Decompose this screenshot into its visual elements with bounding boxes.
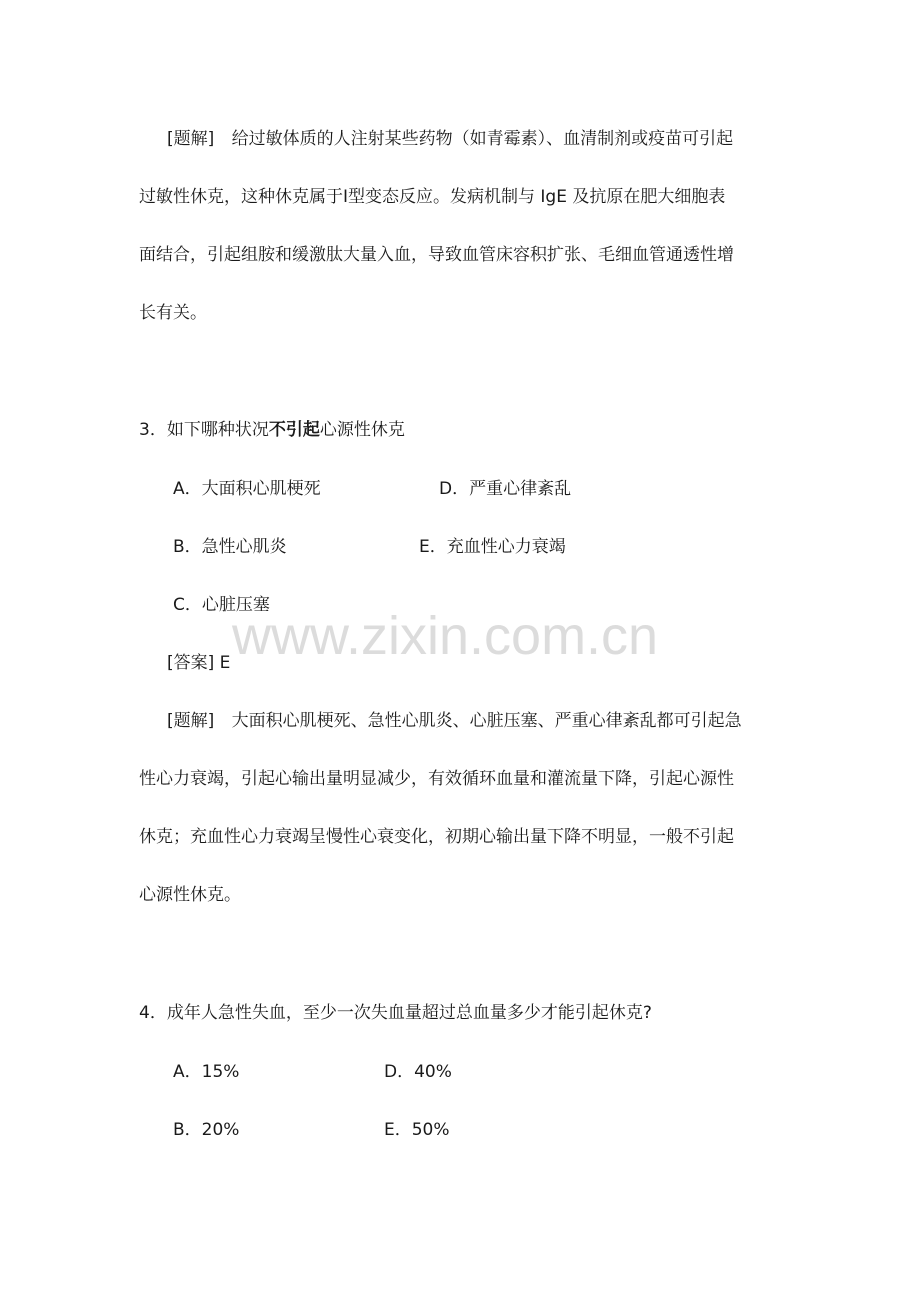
question3-explanation-line2: 性心力衰竭，引起心输出量明显减少，有效循环血量和灌流量下降，引起心源性: [139, 769, 734, 789]
question3-option-c: C．心脏压塞: [173, 595, 270, 615]
question4-option-d: D．40%: [384, 1062, 452, 1082]
question3-answer: [答案] E: [167, 653, 231, 673]
question3-suffix: 心源性休克: [319, 420, 405, 440]
explanation-text: 给过敏体质的人注射某些药物（如青霉素）、血清制剂或疫苗可引起: [231, 129, 734, 149]
watermark: www.zixin.com.cn: [232, 606, 659, 666]
question3-option-d: D．严重心律紊乱: [439, 479, 572, 499]
question3-prefix: 3．如下哪种状况: [139, 420, 269, 440]
explanation-text: 大面积心肌梗死、急性心肌炎、心脏压塞、严重心律紊乱都可引起急: [231, 711, 742, 731]
explanation-tag: [题解]: [167, 129, 215, 149]
question4-option-e: E．50%: [384, 1120, 450, 1140]
question3-stem: [139, 419, 405, 441]
question4-stem: 4．成年人急性失血，至少一次失血量超过总血量多少才能引起休克?: [139, 1003, 652, 1023]
explanation-prev-line4: 长有关。: [139, 303, 207, 323]
question3-explanation-line3: 休克；充血性心力衰竭呈慢性心衰变化，初期心输出量下降不明显，一般不引起: [139, 827, 734, 847]
explanation-prev-line1: [167, 128, 733, 150]
question3-option-e: E．充血性心力衰竭: [419, 537, 566, 557]
question4-option-b: B．20%: [173, 1120, 240, 1140]
question3-explanation-line1: [167, 710, 742, 732]
question3-option-a: A．大面积心肌梗死: [173, 479, 321, 499]
question3-explanation-line4: 心源性休克。: [139, 885, 241, 905]
question4-option-a: A．15%: [173, 1062, 240, 1082]
question3-option-b: B．急性心肌炎: [173, 537, 287, 557]
question3-emphasis: 不引起: [268, 420, 320, 440]
explanation-prev-line3: 面结合，引起组胺和缓激肽大量入血，导致血管床容积扩张、毛细血管通透性增: [139, 245, 734, 265]
explanation-tag: [题解]: [167, 711, 215, 731]
explanation-prev-line2: 过敏性休克，这种休克属于Ⅰ型变态反应。发病机制与 IgE 及抗原在肥大细胞表: [139, 187, 726, 207]
